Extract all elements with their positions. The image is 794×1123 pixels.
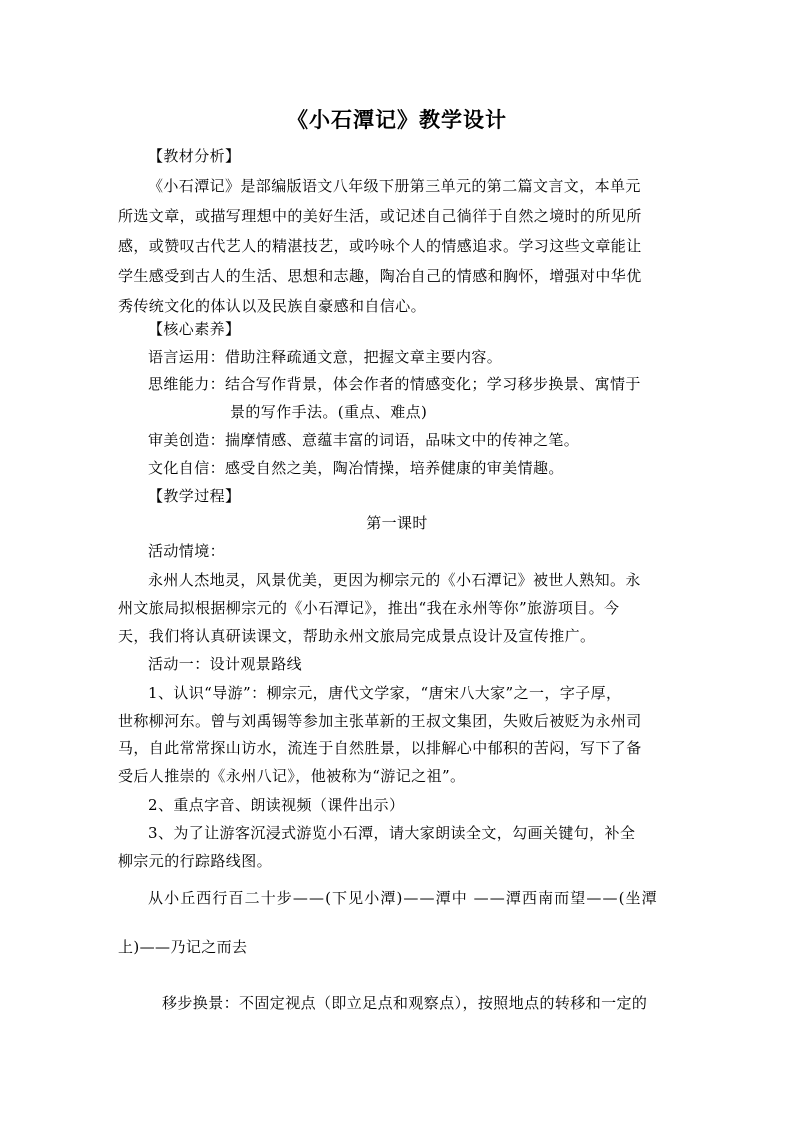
item3-line: 柳宗元的行踪路线图。 (118, 852, 273, 870)
literacy-line: 语言运用：借助注释疏通文意，把握文章主要内容。 (148, 348, 503, 366)
route-line: 从小丘西行百二十步——(下见小潭)——潭中 ——潭西南而望——(坐潭 (148, 889, 658, 907)
analysis-line: 秀传统文化的体认以及民族自豪感和自信心。 (118, 297, 427, 315)
scenario-line: 州文旅局拟根据柳宗元的《小石潭记》，推出“我在永州等你”旅游项目。今 (118, 599, 620, 617)
literacy-line: 文化自信：感受自然之美，陶冶情操，培养健康的审美情趣。 (148, 459, 564, 477)
literacy-line: 思维能力：结合写作背景，体会作者的情感变化；学习移步换景、寓情于 (148, 375, 641, 393)
item1-line: 世称柳河东。曾与刘禹锡等参加主张革新的王叔文集团，失败后被贬为永州司 (118, 712, 642, 730)
scenario-line: 天，我们将认真研读课文，帮助永州文旅局完成景点设计及宣传推广。 (118, 627, 596, 645)
analysis-line: 感，或赞叹古代艺人的精湛技艺，或吟咏个人的情感追求。学习这些文章能让 (118, 237, 642, 255)
literacy-line: 景的写作手法。(重点、难点) (230, 403, 428, 421)
item3-line: 3、为了让游客沉浸式游览小石潭，请大家朗读全文，勾画关键句，补全 (148, 824, 636, 842)
analysis-line: 所选文章，或描写理想中的美好生活，或记述自己徜徉于自然之境时的所见所 (118, 207, 642, 225)
lesson-title: 第一课时 (366, 514, 428, 532)
item1-line: 受后人推崇的《永州八记》，他被称为“游记之祖”。 (118, 767, 466, 785)
scenario-line: 永州人杰地灵，风景优美，更因为柳宗元的《小石潭记》被世人熟知。永 (148, 571, 641, 589)
item1-line: 1、认识“导游”：柳宗元，唐代文学家，“唐宋八大家”之一，字子厚， (148, 684, 622, 702)
literacy-line: 审美创造：揣摩情感、意蕴丰富的词语，品味文中的传神之笔。 (148, 431, 580, 449)
analysis-heading: 【教材分析】 (148, 147, 241, 165)
analysis-line: 《小石潭记》是部编版语文八年级下册第三单元的第二篇文言文，本单元 (148, 177, 641, 195)
analysis-line: 学生感受到古人的生活、思想和志趣，陶冶自己的情感和胸怀，增强对中华优 (118, 267, 642, 285)
literacy-heading: 【核心素养】 (148, 320, 241, 338)
page-title: 《小石潭记》教学设计 (287, 107, 507, 132)
item2-line: 2、重点字音、朗读视频（课件出示） (148, 796, 405, 814)
process-heading: 【教学过程】 (148, 487, 241, 505)
route-line: 上)——乃记之而去 (118, 938, 248, 956)
scenario-label: 活动情境： (148, 542, 226, 560)
method-line: 移步换景：不固定视点（即立足点和观察点），按照地点的转移和一定的 (162, 994, 648, 1012)
activity-heading: 活动一：设计观景路线 (148, 655, 303, 673)
item1-line: 马，自此常常探山访水，流连于自然胜景，以排解心中郁积的苦闷，写下了备 (118, 739, 642, 757)
